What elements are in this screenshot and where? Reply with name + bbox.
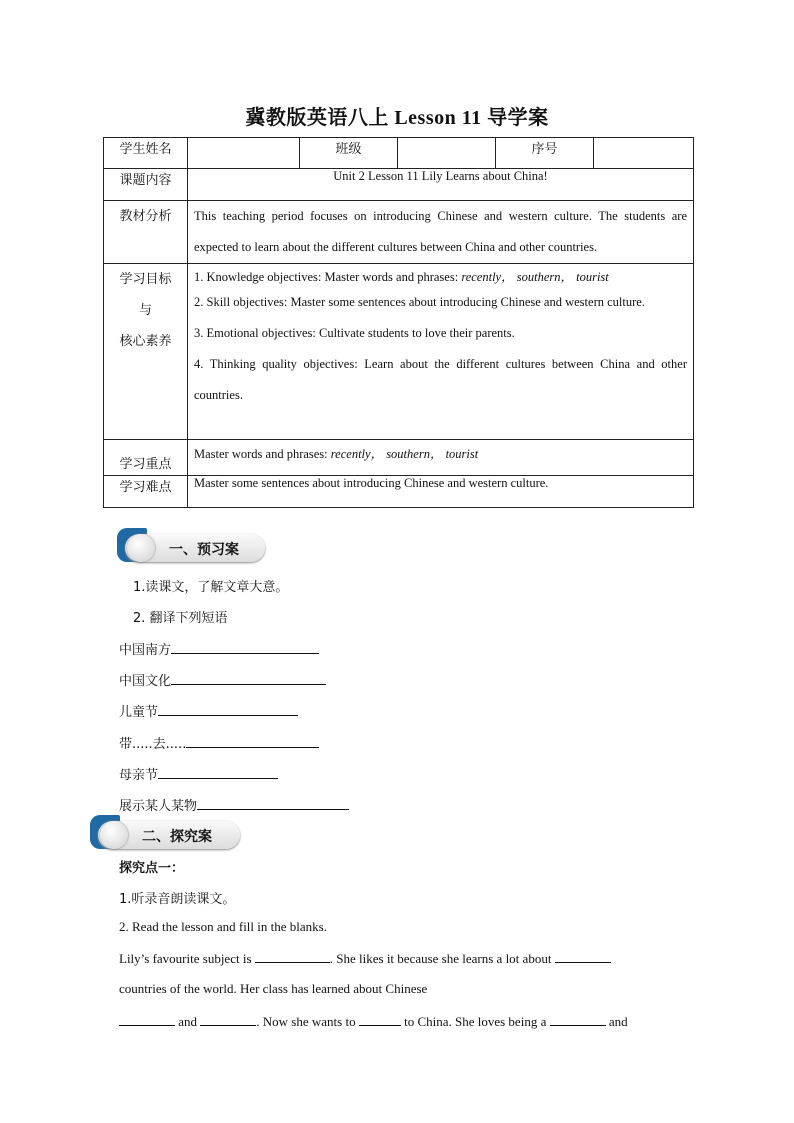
section1-circle-icon (127, 534, 155, 562)
difficult-label: 学习难点 (104, 476, 188, 508)
analysis-value: This teaching period focuses on introducing Chinese and western culture. The students are expected to learn about the different cultures between China and other countries. (188, 201, 694, 264)
preview-item-1: 1.读课文，了解文章大意。 (133, 580, 289, 595)
row-student-info (104, 138, 694, 169)
student-name-label: 学生姓名 (104, 138, 188, 169)
info-table (103, 137, 694, 508)
phrase-row-6: 展示某人某物 (119, 795, 349, 814)
fill-blank-6[interactable] (550, 1013, 606, 1026)
phrase-row-4: 带.....去..... (119, 733, 319, 752)
phrase-blank-2[interactable] (171, 672, 326, 685)
row-analysis (104, 201, 694, 264)
key-value: Master words and phrases: recently， southern， tourist (188, 440, 694, 476)
student-name-field[interactable] (188, 138, 300, 169)
fill-blank-4[interactable] (200, 1013, 256, 1026)
section2-header (90, 815, 250, 851)
phrase-row-5: 母亲节 (119, 764, 278, 783)
section2-label: 二、探究案 (142, 829, 212, 845)
class-field[interactable] (398, 138, 496, 169)
objective-1: 1. Knowledge objectives: Master words and phrases: recently， southern， tourist (194, 270, 609, 284)
row-difficult-points (104, 476, 694, 508)
section1-label: 一、预习案 (169, 542, 239, 558)
class-label: 班级 (300, 138, 398, 169)
fill-blank-2[interactable] (555, 950, 611, 963)
fill-line-3: and . Now she wants to to China. She loves being a and (119, 1013, 628, 1030)
preview-item-2: 2. 翻译下列短语 (133, 611, 228, 626)
objectives-label-line3: 核心素养 (119, 334, 172, 349)
phrase-blank-5[interactable] (158, 766, 278, 779)
phrase-blank-4[interactable] (186, 735, 319, 748)
objectives-value (188, 264, 694, 440)
row-topic (104, 169, 694, 201)
explore-item-1: 1.听录音朗读课文。 (119, 892, 236, 907)
phrase-blank-1[interactable] (171, 641, 319, 654)
phrase-row-3: 儿童节 (119, 701, 298, 720)
objectives-label-line1: 学习目标 (119, 272, 172, 287)
objectives-label-line2: 与 (138, 303, 152, 318)
fill-line-1: Lily’s favourite subject is . She likes it because she learns a lot about (119, 950, 611, 967)
phrase-row-2: 中国文化 (119, 670, 326, 689)
section1-header (117, 528, 277, 564)
objective-2: 2. Skill objectives: Master some sentences about introducing Chinese and western culture. (194, 295, 645, 309)
fill-blank-3[interactable] (119, 1013, 175, 1026)
key-words: recently， southern， tourist (330, 447, 479, 461)
phrase-blank-6[interactable] (197, 797, 349, 810)
row-objectives (104, 264, 694, 440)
number-label: 序号 (496, 138, 594, 169)
page-title: 冀教版英语八上 Lesson 11 导学案 (245, 107, 549, 129)
objective-1-words: recently， southern， tourist (461, 270, 609, 284)
objective-3: 3. Emotional objectives: Cultivate students to love their parents. (194, 326, 515, 340)
phrase-blank-3[interactable] (158, 703, 298, 716)
explore-item-2: 2. Read the lesson and fill in the blanks. (119, 919, 327, 934)
key-label: 学习重点 (104, 440, 188, 476)
analysis-label: 教材分析 (104, 201, 188, 264)
number-field[interactable] (594, 138, 694, 169)
topic-value: Unit 2 Lesson 11 Lily Learns about China! (188, 169, 694, 201)
explore-point-1: 探究点一： (119, 861, 185, 876)
objectives-label (104, 264, 188, 440)
fill-line-2: countries of the world. Her class has learned about Chinese (119, 981, 428, 996)
row-key-points (104, 440, 694, 476)
fill-blank-5[interactable] (359, 1013, 401, 1026)
fill-blank-1[interactable] (255, 950, 330, 963)
phrase-row-1: 中国南方 (119, 639, 319, 658)
section2-circle-icon (100, 821, 128, 849)
topic-label: 课题内容 (104, 169, 188, 201)
difficult-value: Master some sentences about introducing Chinese and western culture. (188, 476, 694, 508)
objective-4: 4. Thinking quality objectives: Learn about the different cultures between China and other countries. (194, 357, 687, 402)
